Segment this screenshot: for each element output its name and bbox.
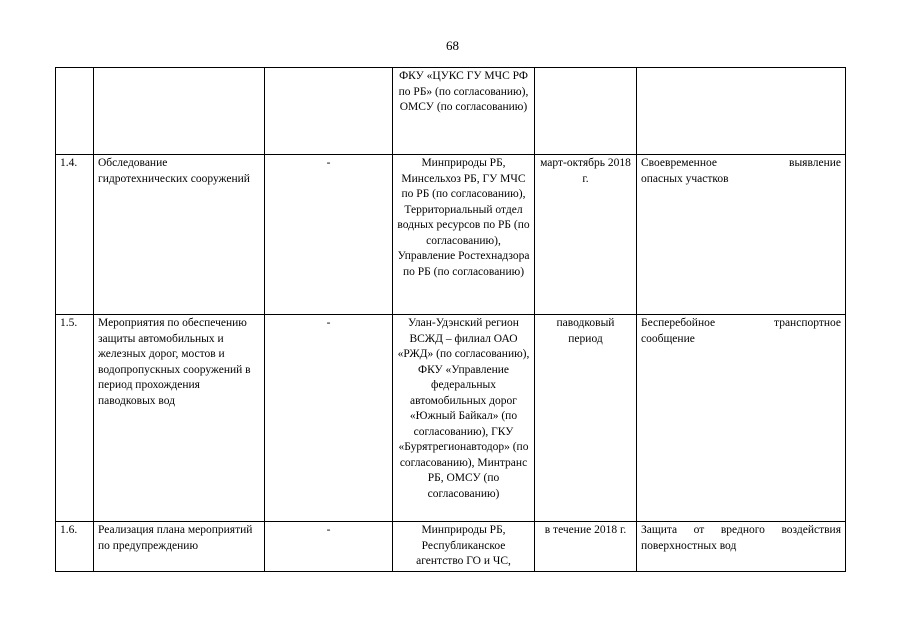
basis-cell: - [265,315,393,522]
result-line-1: Бесперебойное транспортное [641,317,841,329]
measure-name-cell [94,68,265,155]
table-row [56,522,846,572]
executors-cell: Минприроды РБ, Республиканское агентство ГО и ЧС, [393,522,535,572]
result-line-1: Своевременное выявление [641,157,841,169]
executors-cell: Минприроды РБ, Минсельхоз РБ, ГУ МЧС по РБ (по согласованию), Территориальный отдел водных ресурсов по РБ (по согласованию), Управление Ростехнадзора по РБ (по согласованию) [393,155,535,315]
term-cell: в течение 2018 г. [535,522,637,572]
row-number-cell: 1.6. [56,522,94,572]
result-line-rest: опасных участков [641,172,729,185]
table-row [56,315,846,522]
expected-result-cell [637,522,846,572]
result-line-1: Защита от вредного воздействия [641,524,841,536]
term-cell [535,68,637,155]
table-row [56,155,846,315]
measure-name-cell: Обследование гидротехнических сооружений [94,155,265,315]
expected-result-cell [637,315,846,522]
row-number-cell: 1.4. [56,155,94,315]
row-number-cell [56,68,94,155]
page-number: 68 [446,38,459,53]
expected-result-cell [637,155,846,315]
measures-table [55,67,846,572]
measure-name-cell: Реализация плана мероприятий по предупреждению [94,522,265,572]
result-line-rest: сообщение [641,332,695,345]
executors-cell: Улан-Удэнский регион ВСЖД – филиал ОАО «РЖД» (по согласованию), ФКУ «Управление федеральных автомобильных дорог «Южный Байкал» (по согласованию), ГКУ «Бурятрегионавтодор» (по согласованию), Минтранс РБ, ОМСУ (по согласованию) [393,315,535,522]
measure-name-cell: Мероприятия по обеспечению защиты автомобильных и железных дорог, мостов и водопропускных сооружений в период прохождения паводковых вод [94,315,265,522]
basis-cell: - [265,522,393,572]
executors-cell: ФКУ «ЦУКС ГУ МЧС РФ по РБ» (по согласованию), ОМСУ (по согласованию) [393,68,535,155]
basis-cell [265,68,393,155]
result-line-rest: поверхностных вод [641,539,737,552]
table-row [56,68,846,155]
term-cell: паводковый период [535,315,637,522]
basis-cell: - [265,155,393,315]
term-cell: март-октябрь 2018 г. [535,155,637,315]
row-number-cell: 1.5. [56,315,94,522]
expected-result-cell [637,68,846,155]
